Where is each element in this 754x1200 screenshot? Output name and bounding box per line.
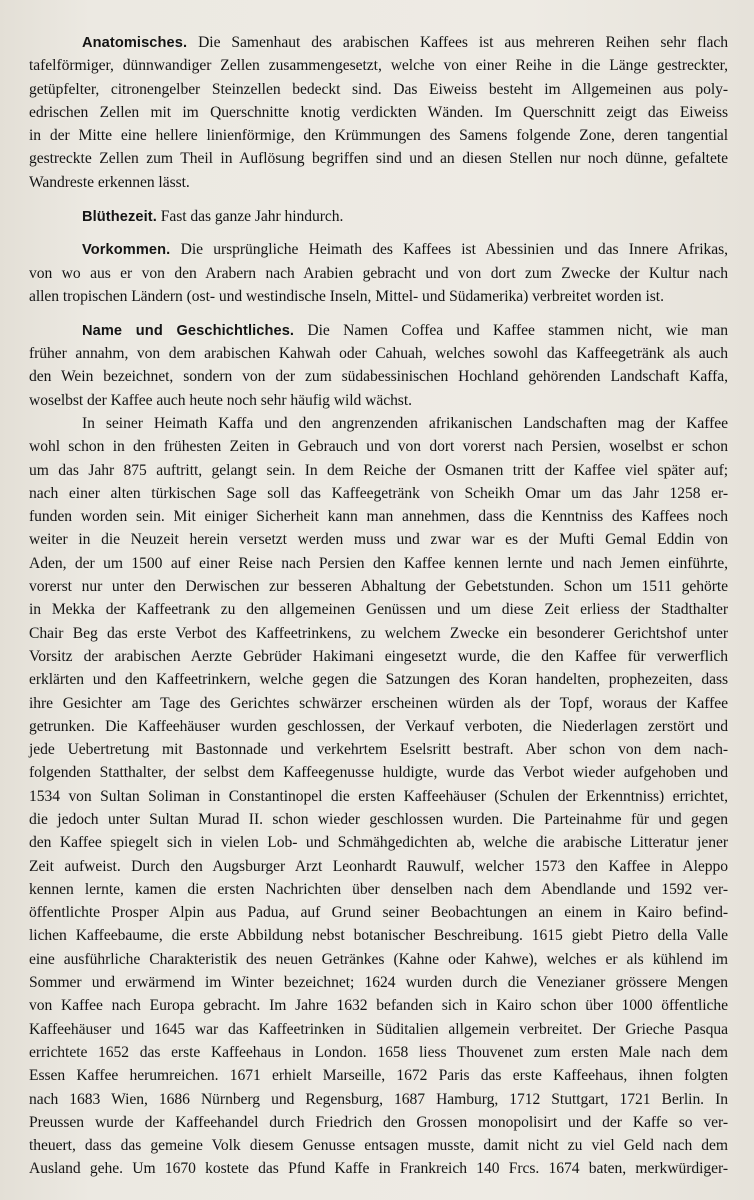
text-line	[29, 1111, 728, 1134]
line-text: tafelförmiger, dünnwandiger Zellen zusammengesetzt, welche von einer Reihe in die Länge gestreckter,	[29, 57, 728, 75]
text-line	[29, 1134, 728, 1157]
section-heading: Vorkommen.	[82, 242, 171, 259]
text-line	[29, 994, 728, 1017]
text-line	[29, 878, 728, 901]
text-line	[29, 1018, 728, 1041]
text-line	[29, 262, 728, 285]
text-line	[29, 101, 728, 124]
line-text: Die Samenhaut des arabischen Kaffees ist aus mehreren Reihen sehr flach	[187, 34, 728, 51]
line-text: den Wein bezeichnet, sondern von der zum südabessinischen Hochland gehörenden Landschaft Kaffa,	[29, 368, 728, 386]
line-text: edrischen Zellen mit im Querschnitte knotig verdickten Wänden. Im Querschnitt zeigt das Eiweiss	[29, 103, 728, 121]
text-line	[29, 738, 728, 761]
document-body	[29, 31, 728, 1181]
text-line	[29, 505, 728, 528]
line-text: kennen lernte, kamen die ersten Nachrichten über denselben nach dem Abendlande und 1592 ver-	[29, 880, 728, 898]
line-text: errichtete 1652 das erste Kaffeehaus in London. 1658 liess Thouvenet zum ersten Male nach dem	[29, 1043, 728, 1061]
text-line	[29, 1041, 728, 1064]
line-text: Zeit aufweist. Durch den Augsburger Arzt Leonhardt Rauwulf, welcher 1573 den Kaffee in Aleppo	[29, 857, 728, 875]
text-line	[82, 31, 728, 54]
text-line	[29, 668, 728, 691]
line-text: Aden, der um 1500 auf einer Reise nach Persien den Kaffee kennen lernte und nach Jemen einführte,	[29, 554, 728, 572]
line-text: Wandreste erkennen lässt.	[29, 173, 190, 191]
text-line	[29, 1064, 728, 1087]
line-text: von Kaffee nach Europa gebracht. Im Jahre 1632 befanden sich in Kairo schon über 1000 öffentliche	[29, 997, 728, 1015]
line-text: von wo aus er von den Arabern nach Arabien gebracht und von dort zum Zwecke der Kultur nach	[29, 264, 728, 282]
line-text: öffentlichte Prosper Alpin aus Padua, auf Grund seiner Beobachtungen an einem in Kairo befind-	[29, 904, 728, 922]
text-line	[29, 948, 728, 971]
line-text: die jedoch unter Sultan Murad II. schon wieder geschlossen wurden. Die Parteinahme für und gegen	[29, 811, 728, 828]
line-text: Chair Beg das erste Verbot des Kaffeetrinkens, zu welchem Zwecke ein besonderer Gerichtshof unter	[29, 624, 728, 642]
text-line	[82, 319, 728, 342]
text-line	[29, 389, 728, 412]
line-text: Die Namen Coffea und Kaffee stammen nicht, wie man	[294, 321, 728, 339]
text-line	[29, 715, 728, 738]
line-text: Die ursprüngliche Heimath des Kaffees ist Abessinien und das Innere Afrikas,	[170, 241, 728, 259]
text-line	[29, 598, 728, 621]
line-text: Ausland gehe. Um 1670 kostete das Pfund Kaffe in Frankreich 140 Frcs. 1674 baten, merkwürdiger-	[29, 1160, 728, 1178]
line-text: lichen Kaffeebaume, die erste Abbildung nebst botanischer Beschreibung. 1615 giebt Pietro della Valle	[29, 927, 728, 945]
line-text: den Kaffee spiegelt sich in vielen Lob- und Schmähgedichten ab, welche die arabische Litteratur jener	[29, 834, 728, 852]
line-text: funden worden sein. Mit einiger Sicherheit kann man annehmen, dass die Kenntniss des Kaffees noch	[29, 508, 728, 526]
line-text: jede Uebertretung mit Bastonnade und verkehrtem Eselsritt bestraft. Aber schon von dem nach-	[29, 741, 728, 759]
text-line	[29, 785, 728, 808]
line-text: In seiner Heimath Kaffa und den angrenzenden afrikanischen Landschaften mag der Kaffee	[82, 414, 728, 432]
line-text: getrunken. Die Kaffeehäuser wurden geschlossen, der Verkauf verboten, die Niederlagen zerstört und	[29, 717, 728, 735]
line-text: 1534 von Sultan Soliman in Constantinopel die ersten Kaffeehäuser (Schulen der Erkenntniss) errichtet,	[29, 787, 728, 805]
line-text: gestreckte Zellen zum Theil in Auflösung begriffen sind und an diesen Stellen nur noch dünne, gefaltete	[29, 150, 728, 168]
text-line	[29, 855, 728, 878]
section-heading: Blüthezeit.	[82, 208, 157, 225]
line-text: nach 1683 Wien, 1686 Nürnberg und Regensburg, 1687 Hamburg, 1712 Stuttgart, 1721 Berlin. In	[29, 1090, 728, 1108]
text-line	[29, 692, 728, 715]
text-line	[29, 645, 728, 668]
text-line	[29, 435, 728, 458]
text-line	[29, 365, 728, 388]
line-text: Preussen wurde der Kaffeehandel durch Friedrich den Grossen monopolisirt und der Kaffe so ver-	[29, 1113, 728, 1131]
line-text: eine ausführliche Charakteristik des neuen Getränkes (Kahne oder Kahwe), welches er als kühlend im	[29, 950, 728, 968]
text-line	[29, 901, 728, 924]
line-text: wohl schon in den frühesten Zeiten in Gebrauch und von dort vorerst nach Persien, woselbst er schon	[29, 438, 728, 456]
text-line	[29, 761, 728, 784]
text-line	[29, 147, 728, 170]
text-line	[29, 924, 728, 947]
line-text: getüpfelter, citronengelber Steinzellen bedeckt sind. Das Eiweiss besteht im Allgemeinen aus poly-	[29, 80, 728, 98]
line-text: in der Mitte eine hellere linienförmige, den Krümmungen des Samens folgende Zone, deren tangential	[29, 127, 728, 145]
line-text: allen tropischen Ländern (ost- und westindische Inseln, Mittel- und Südamerika) verbreitet worden ist.	[29, 287, 664, 305]
line-text: vorerst nur unter den Derwischen zur besseren Abhaltung der Gebetstunden. Schon um 1511 gehörte	[29, 578, 728, 596]
line-text: folgenden Statthalter, der selbst dem Kaffeegenusse huldigte, wurde das Verbot wieder aufgehoben und	[29, 764, 728, 782]
text-line	[29, 285, 728, 308]
text-line	[29, 171, 728, 194]
text-line	[82, 205, 728, 228]
line-text: Essen Kaffee herumreichen. 1671 erhielt Marseille, 1672 Paris das erste Kaffeehaus, ihnen folgten	[29, 1067, 728, 1085]
text-line	[29, 1088, 728, 1111]
text-line	[82, 238, 728, 261]
text-line	[29, 528, 728, 551]
line-text: in Mekka der Kaffeetrank zu den allgemeinen Genüssen und um diese Zeit erliess der Stadthalter	[29, 601, 728, 619]
line-text: theuert, dass das gemeine Volk diesem Genusse entsagen musste, damit nicht zu viel Geld nach dem	[29, 1137, 728, 1155]
line-text: Sommer und erwärmend im Winter bezeichnet; 1624 wurden durch die Venezianer grössere Mengen	[29, 974, 728, 992]
text-line	[29, 552, 728, 575]
text-line	[29, 482, 728, 505]
section-heading: Name und Geschichtliches.	[82, 322, 295, 339]
text-line	[29, 622, 728, 645]
line-text: erklärten und den Kaffeetrinkern, welche gegen die Satzungen des Koran handelten, prophezeiten, dass	[29, 671, 728, 689]
line-text: woselbst der Kaffee auch heute noch sehr häufig wild wächst.	[29, 391, 412, 409]
text-line	[29, 808, 728, 831]
line-text: nach einer alten türkischen Sage soll das Kaffeegetränk von Scheikh Omar um das Jahr 1258 er-	[29, 484, 728, 502]
text-line	[29, 1157, 728, 1180]
text-line	[29, 459, 728, 482]
line-text: um das Jahr 875 auftritt, gelangt sein. In dem Reiche der Osmanen tritt der Kaffee viel später auf;	[29, 461, 728, 479]
line-text: ihre Gesichter am Tage des Gerichtes schwärzer erscheinen würden als der Topf, woraus der Kaffee	[29, 694, 728, 712]
line-text: früher annahm, von dem arabischen Kahwah oder Cahuah, welches sowohl das Kaffeegetränk als auch	[29, 345, 728, 363]
line-text: weiter in die Neuzeit herein versetzt werden muss und zwar war es der Mufti Gemal Eddin von	[29, 531, 728, 549]
text-line	[29, 575, 728, 598]
text-line	[29, 971, 728, 994]
section-heading: Anatomisches.	[82, 35, 188, 51]
text-line	[29, 342, 728, 365]
text-line	[82, 412, 728, 435]
line-text: Kaffeehäuser und 1645 war das Kaffeetrinken in Süditalien allgemein verbreitet. Der Grieche Pasqua	[29, 1020, 728, 1038]
line-text: Fast das ganze Jahr hindurch.	[156, 207, 344, 225]
text-line	[29, 124, 728, 147]
text-line	[29, 54, 728, 77]
text-line	[29, 831, 728, 854]
text-line	[29, 78, 728, 101]
line-text: Vorsitz der arabischen Aerzte Gebrüder Hakimani eingesetzt wurde, die den Kaffee für verwerflich	[29, 647, 728, 665]
